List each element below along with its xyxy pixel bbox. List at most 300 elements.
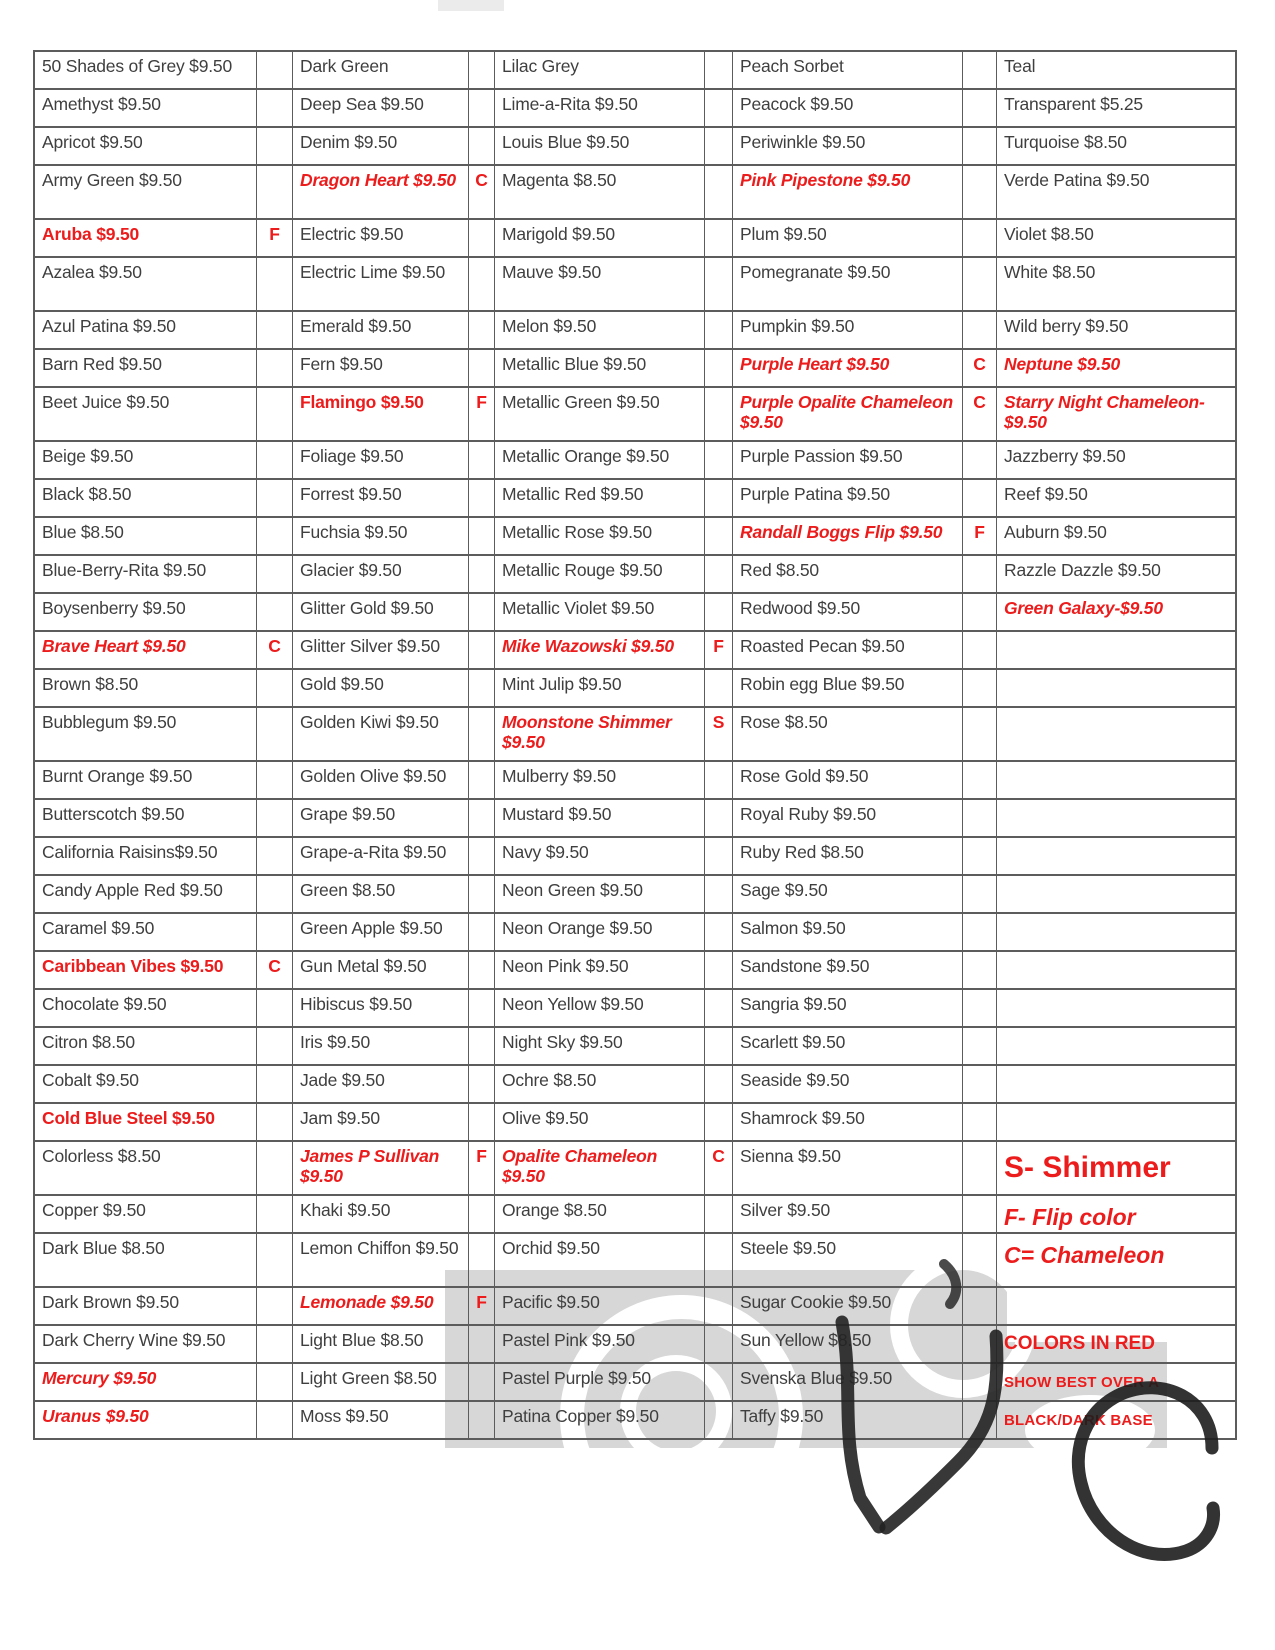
flag-cell-empty (963, 1196, 997, 1232)
color-cell: Flamingo $9.50 (293, 388, 469, 440)
color-cell: Mauve $9.50 (495, 258, 705, 310)
flag-cell-empty (469, 1364, 495, 1400)
color-cell: Ruby Red $8.50 (733, 838, 963, 874)
flag-cell-empty (963, 876, 997, 912)
flag-cell-empty (705, 52, 733, 88)
empty-cell (997, 800, 1235, 836)
color-cell: Sangria $9.50 (733, 990, 963, 1026)
flag-cell-empty (469, 762, 495, 798)
color-cell: Olive $9.50 (495, 1104, 705, 1140)
table-row (35, 386, 1235, 440)
flag-cell-empty (705, 1104, 733, 1140)
color-cell: Green Galaxy-$9.50 (1004, 598, 1163, 618)
color-cell: Auburn $9.50 (1004, 522, 1107, 542)
flag-cell-empty (963, 1104, 997, 1140)
flag-cell-empty (257, 128, 293, 164)
color-cell: Dark Blue $8.50 (35, 1234, 257, 1286)
color-cell: Beige $9.50 (35, 442, 257, 478)
table-row (35, 874, 1235, 912)
flag-cell-empty (705, 990, 733, 1026)
flag-cell-empty (963, 1364, 997, 1400)
flag-cell-empty (963, 312, 997, 348)
flag-cell-empty (963, 838, 997, 874)
empty-cell (997, 990, 1235, 1026)
color-cell: Opalite Chameleon $9.50 (495, 1142, 705, 1194)
flag-cell-empty (963, 166, 997, 218)
flag-cell-empty (705, 556, 733, 592)
flag-cell: C (705, 1142, 733, 1194)
color-cell: Electric $9.50 (293, 220, 469, 256)
color-cell: Randall Boggs Flip $9.50 (733, 518, 963, 554)
empty-cell (997, 762, 1235, 798)
flag-cell-empty (705, 258, 733, 310)
color-cell: 50 Shades of Grey $9.50 (35, 52, 257, 88)
table-row (35, 1102, 1235, 1140)
color-cell: Svenska Blue $9.50 (733, 1364, 963, 1400)
flag-cell-empty (705, 952, 733, 988)
flag-cell-empty (963, 220, 997, 256)
table-row (35, 478, 1235, 516)
flag-cell: C (257, 632, 293, 668)
table-row (35, 1064, 1235, 1102)
color-cell: Peacock $9.50 (733, 90, 963, 126)
flag-cell-empty (963, 952, 997, 988)
color-cell: Glitter Gold $9.50 (293, 594, 469, 630)
flag-cell-empty (705, 1326, 733, 1362)
flag-cell-empty (257, 258, 293, 310)
flag-cell-empty (469, 594, 495, 630)
color-cell: Salmon $9.50 (733, 914, 963, 950)
flag-cell: C (963, 388, 997, 440)
color-cell: Pastel Pink $9.50 (495, 1326, 705, 1362)
flag-cell-empty (257, 1364, 293, 1400)
color-cell: Patina Copper $9.50 (495, 1402, 705, 1438)
table-row (35, 310, 1235, 348)
table-row (35, 1286, 1235, 1324)
flag-cell-empty (705, 220, 733, 256)
flag-cell-empty (469, 442, 495, 478)
flag-cell-empty (705, 350, 733, 386)
flag-cell-empty (257, 762, 293, 798)
table-row (35, 348, 1235, 386)
table-row (35, 760, 1235, 798)
flag-cell: C (257, 952, 293, 988)
flag-cell-empty (705, 762, 733, 798)
flag-cell-empty (257, 90, 293, 126)
flag-cell-empty (469, 838, 495, 874)
color-cell: Candy Apple Red $9.50 (35, 876, 257, 912)
color-cell: Magenta $8.50 (495, 166, 705, 218)
color-cell: Teal (1004, 56, 1036, 76)
color-cell: Metallic Rose $9.50 (495, 518, 705, 554)
color-cell: Metallic Rouge $9.50 (495, 556, 705, 592)
table-row (35, 164, 1235, 218)
color-cell: Scarlett $9.50 (733, 1028, 963, 1064)
color-cell: Cobalt $9.50 (35, 1066, 257, 1102)
flag-cell-empty (469, 1326, 495, 1362)
color-cell: Pink Pipestone $9.50 (733, 166, 963, 218)
color-cell: Caribbean Vibes $9.50 (35, 952, 257, 988)
color-cell: Jazzberry $9.50 (1004, 446, 1126, 466)
flag-cell-empty (963, 632, 997, 668)
color-cell: Verde Patina $9.50 (1004, 170, 1150, 190)
flag-cell-empty (963, 670, 997, 706)
flag-cell-empty (705, 480, 733, 516)
color-cell: Moss $9.50 (293, 1402, 469, 1438)
flag-cell-empty (257, 1326, 293, 1362)
color-cell: Copper $9.50 (35, 1196, 257, 1232)
color-cell: Gold $9.50 (293, 670, 469, 706)
flag-cell-empty (963, 1326, 997, 1362)
empty-cell (997, 1066, 1235, 1102)
color-cell: Brown $8.50 (35, 670, 257, 706)
color-cell: Lime-a-Rita $9.50 (495, 90, 705, 126)
color-cell: Metallic Orange $9.50 (495, 442, 705, 478)
flag-cell-empty (705, 518, 733, 554)
table-row (35, 706, 1235, 760)
color-cell: Royal Ruby $9.50 (733, 800, 963, 836)
color-cell: Starry Night Chameleon- $9.50 (1004, 392, 1205, 433)
legend-text: COLORS IN RED (1004, 1333, 1155, 1355)
color-cell: Uranus $9.50 (35, 1402, 257, 1438)
color-cell: Mint Julip $9.50 (495, 670, 705, 706)
flag-cell-empty (257, 1234, 293, 1286)
color-cell: Sandstone $9.50 (733, 952, 963, 988)
flag-cell-empty (705, 1402, 733, 1438)
flag-cell-empty (963, 258, 997, 310)
color-cell: Robin egg Blue $9.50 (733, 670, 963, 706)
flag-cell-empty (469, 914, 495, 950)
table-row (35, 516, 1235, 554)
color-cell: Mike Wazowski $9.50 (495, 632, 705, 668)
flag-cell-empty (257, 1288, 293, 1324)
color-cell: Purple Passion $9.50 (733, 442, 963, 478)
table-row (35, 52, 1235, 88)
color-cell: Neptune $9.50 (1004, 354, 1121, 374)
flag-cell: F (257, 220, 293, 256)
flag-cell-empty (705, 388, 733, 440)
flag-cell-empty (469, 220, 495, 256)
color-cell: Iris $9.50 (293, 1028, 469, 1064)
color-cell: Wild berry $9.50 (1004, 316, 1129, 336)
flag-cell-empty (963, 1402, 997, 1438)
color-cell: Glacier $9.50 (293, 556, 469, 592)
table-row (35, 592, 1235, 630)
legend-text: F- Flip color (1004, 1204, 1136, 1230)
flag-cell-empty (963, 90, 997, 126)
color-cell: Lemonade $9.50 (293, 1288, 469, 1324)
color-cell: Ochre $8.50 (495, 1066, 705, 1102)
flag-cell-empty (469, 258, 495, 310)
color-cell: Dragon Heart $9.50 (293, 166, 469, 218)
flag-cell-empty (705, 876, 733, 912)
color-cell: Fuchsia $9.50 (293, 518, 469, 554)
empty-cell (997, 876, 1235, 912)
color-cell: Emerald $9.50 (293, 312, 469, 348)
color-cell: Reef $9.50 (1004, 484, 1088, 504)
flag-cell-empty (469, 1196, 495, 1232)
flag-cell-empty (963, 762, 997, 798)
color-cell: Electric Lime $9.50 (293, 258, 469, 310)
empty-cell (997, 632, 1235, 668)
flag-cell-empty (963, 990, 997, 1026)
color-cell: Lilac Grey (495, 52, 705, 88)
color-cell: Night Sky $9.50 (495, 1028, 705, 1064)
flag-cell-empty (257, 990, 293, 1026)
color-cell: Marigold $9.50 (495, 220, 705, 256)
flag-cell-empty (963, 1142, 997, 1194)
flag-cell: F (469, 388, 495, 440)
color-cell: Blue-Berry-Rita $9.50 (35, 556, 257, 592)
flag-cell-empty (705, 1234, 733, 1286)
color-cell: Fern $9.50 (293, 350, 469, 386)
color-cell: Citron $8.50 (35, 1028, 257, 1064)
color-cell: Sun Yellow $8.50 (733, 1326, 963, 1362)
empty-cell (997, 670, 1235, 706)
color-cell: Navy $9.50 (495, 838, 705, 874)
color-cell: Cold Blue Steel $9.50 (35, 1104, 257, 1140)
flag-cell-empty (705, 1066, 733, 1102)
flag-cell: C (963, 350, 997, 386)
table-row (35, 630, 1235, 668)
color-cell: Green $8.50 (293, 876, 469, 912)
flag-cell-empty (257, 388, 293, 440)
color-cell: Orchid $9.50 (495, 1234, 705, 1286)
empty-cell (997, 1104, 1235, 1140)
color-cell: Shamrock $9.50 (733, 1104, 963, 1140)
color-cell: Bubblegum $9.50 (35, 708, 257, 760)
table-row (35, 440, 1235, 478)
flag-cell: F (963, 518, 997, 554)
color-cell: White $8.50 (1004, 262, 1096, 282)
flag-cell-empty (257, 166, 293, 218)
flag-cell-empty (705, 90, 733, 126)
empty-cell (997, 838, 1235, 874)
flag-cell-empty (469, 312, 495, 348)
flag-cell-empty (257, 518, 293, 554)
color-cell: Grape-a-Rita $9.50 (293, 838, 469, 874)
flag-cell-empty (963, 708, 997, 760)
flag-cell-empty (257, 1196, 293, 1232)
flag-cell-empty (257, 1028, 293, 1064)
color-cell: Denim $9.50 (293, 128, 469, 164)
color-cell: Periwinkle $9.50 (733, 128, 963, 164)
color-cell: Purple Patina $9.50 (733, 480, 963, 516)
flag-cell-empty (469, 800, 495, 836)
color-cell: Blue $8.50 (35, 518, 257, 554)
table-row (35, 912, 1235, 950)
color-cell: Violet $8.50 (1004, 224, 1094, 244)
color-cell: Azul Patina $9.50 (35, 312, 257, 348)
flag-cell-empty (257, 594, 293, 630)
legend-text: SHOW BEST OVER A (1004, 1374, 1160, 1392)
table-row (35, 256, 1235, 310)
flag-cell-empty (963, 128, 997, 164)
color-cell: Dark Brown $9.50 (35, 1288, 257, 1324)
color-cell: Hibiscus $9.50 (293, 990, 469, 1026)
empty-cell (997, 1288, 1235, 1324)
color-cell: Purple Heart $9.50 (733, 350, 963, 386)
color-cell: Colorless $8.50 (35, 1142, 257, 1194)
color-cell: Taffy $9.50 (733, 1402, 963, 1438)
color-cell: Amethyst $9.50 (35, 90, 257, 126)
color-cell: Moonstone Shimmer $9.50 (495, 708, 705, 760)
color-cell: Caramel $9.50 (35, 914, 257, 950)
color-cell: Rose Gold $9.50 (733, 762, 963, 798)
table-row (35, 554, 1235, 592)
color-cell: Neon Yellow $9.50 (495, 990, 705, 1026)
table-row (35, 988, 1235, 1026)
color-cell: Peach Sorbet (733, 52, 963, 88)
color-cell: Jam $9.50 (293, 1104, 469, 1140)
color-cell: Seaside $9.50 (733, 1066, 963, 1102)
flag-cell-empty (963, 1028, 997, 1064)
legend-text: BLACK/DARK BASE (1004, 1412, 1153, 1430)
color-cell: Boysenberry $9.50 (35, 594, 257, 630)
color-cell: Razzle Dazzle $9.50 (1004, 560, 1161, 580)
color-cell: Light Blue $8.50 (293, 1326, 469, 1362)
flag-cell-empty (963, 1066, 997, 1102)
flag-cell: F (705, 632, 733, 668)
scan-smudge (438, 0, 504, 11)
flag-cell-empty (469, 1402, 495, 1438)
table-row (35, 950, 1235, 988)
table-row (35, 1194, 1235, 1232)
color-cell: Roasted Pecan $9.50 (733, 632, 963, 668)
flag-cell-empty (257, 708, 293, 760)
flag-cell-empty (257, 1104, 293, 1140)
color-cell: Metallic Blue $9.50 (495, 350, 705, 386)
table-row (35, 126, 1235, 164)
color-cell: Khaki $9.50 (293, 1196, 469, 1232)
table-row (35, 1232, 1235, 1286)
flag-cell-empty (705, 312, 733, 348)
color-cell: California Raisins$9.50 (35, 838, 257, 874)
flag-cell-empty (963, 442, 997, 478)
flag-cell-empty (469, 1028, 495, 1064)
table-row (35, 218, 1235, 256)
color-cell: Steele $9.50 (733, 1234, 963, 1286)
color-cell: Glitter Silver $9.50 (293, 632, 469, 668)
flag-cell-empty (705, 1364, 733, 1400)
color-cell: Louis Blue $9.50 (495, 128, 705, 164)
flag-cell-empty (257, 1066, 293, 1102)
flag-cell-empty (469, 90, 495, 126)
flag-cell: F (469, 1288, 495, 1324)
color-cell: Pastel Purple $9.50 (495, 1364, 705, 1400)
flag-cell-empty (469, 128, 495, 164)
color-cell: Rose $8.50 (733, 708, 963, 760)
flag-cell-empty (469, 1104, 495, 1140)
flag-cell-empty (705, 1196, 733, 1232)
color-cell: Black $8.50 (35, 480, 257, 516)
color-cell: Sugar Cookie $9.50 (733, 1288, 963, 1324)
flag-cell: S (705, 708, 733, 760)
flag-cell-empty (469, 990, 495, 1026)
empty-cell (997, 914, 1235, 950)
flag-cell-empty (469, 876, 495, 912)
color-cell: Foliage $9.50 (293, 442, 469, 478)
flag-cell-empty (705, 594, 733, 630)
color-cell: Red $8.50 (733, 556, 963, 592)
flag-cell-empty (257, 52, 293, 88)
color-cell: Light Green $8.50 (293, 1364, 469, 1400)
color-cell: Aruba $9.50 (35, 220, 257, 256)
color-cell: Army Green $9.50 (35, 166, 257, 218)
empty-cell (997, 952, 1235, 988)
legend-text: C= Chameleon (1004, 1242, 1165, 1269)
color-cell: James P Sullivan $9.50 (293, 1142, 469, 1194)
flag-cell-empty (257, 480, 293, 516)
flag-cell-empty (963, 800, 997, 836)
flag-cell-empty (469, 1234, 495, 1286)
table-row (35, 1362, 1235, 1400)
flag-cell-empty (705, 800, 733, 836)
flag-cell-empty (469, 632, 495, 668)
empty-cell (997, 1028, 1235, 1064)
color-cell: Butterscotch $9.50 (35, 800, 257, 836)
flag-cell: F (469, 1142, 495, 1194)
color-cell: Pacific $9.50 (495, 1288, 705, 1324)
color-cell: Pomegranate $9.50 (733, 258, 963, 310)
color-cell: Golden Olive $9.50 (293, 762, 469, 798)
flag-cell: C (469, 166, 495, 218)
flag-cell-empty (257, 914, 293, 950)
color-cell: Metallic Red $9.50 (495, 480, 705, 516)
flag-cell-empty (469, 708, 495, 760)
flag-cell-empty (469, 952, 495, 988)
color-cell: Pumpkin $9.50 (733, 312, 963, 348)
color-cell: Dark Cherry Wine $9.50 (35, 1326, 257, 1362)
flag-cell-empty (705, 1288, 733, 1324)
color-cell: Deep Sea $9.50 (293, 90, 469, 126)
color-cell: Golden Kiwi $9.50 (293, 708, 469, 760)
flag-cell-empty (963, 52, 997, 88)
flag-cell-empty (469, 480, 495, 516)
color-cell: Neon Orange $9.50 (495, 914, 705, 950)
flag-cell-empty (705, 914, 733, 950)
color-cell: Chocolate $9.50 (35, 990, 257, 1026)
flag-cell-empty (257, 442, 293, 478)
table-row (35, 668, 1235, 706)
table-row (35, 1026, 1235, 1064)
color-cell: Turquoise $8.50 (1004, 132, 1127, 152)
color-price-table (33, 50, 1237, 1440)
flag-cell-empty (469, 518, 495, 554)
color-cell: Beet Juice $9.50 (35, 388, 257, 440)
flag-cell-empty (257, 838, 293, 874)
color-cell: Green Apple $9.50 (293, 914, 469, 950)
flag-cell-empty (469, 52, 495, 88)
flag-cell-empty (469, 670, 495, 706)
color-cell: Lemon Chiffon $9.50 (293, 1234, 469, 1286)
color-cell: Metallic Green $9.50 (495, 388, 705, 440)
table-row (35, 1400, 1235, 1438)
color-cell: Neon Green $9.50 (495, 876, 705, 912)
empty-cell (997, 708, 1235, 760)
flag-cell-empty (257, 1142, 293, 1194)
legend-text: S- Shimmer (1004, 1151, 1171, 1184)
table-row (35, 798, 1235, 836)
flag-cell-empty (963, 594, 997, 630)
color-cell: Plum $9.50 (733, 220, 963, 256)
flag-cell-empty (705, 838, 733, 874)
flag-cell-empty (705, 442, 733, 478)
color-cell: Dark Green (293, 52, 469, 88)
color-cell: Sienna $9.50 (733, 1142, 963, 1194)
flag-cell-empty (963, 556, 997, 592)
flag-cell-empty (963, 1234, 997, 1286)
